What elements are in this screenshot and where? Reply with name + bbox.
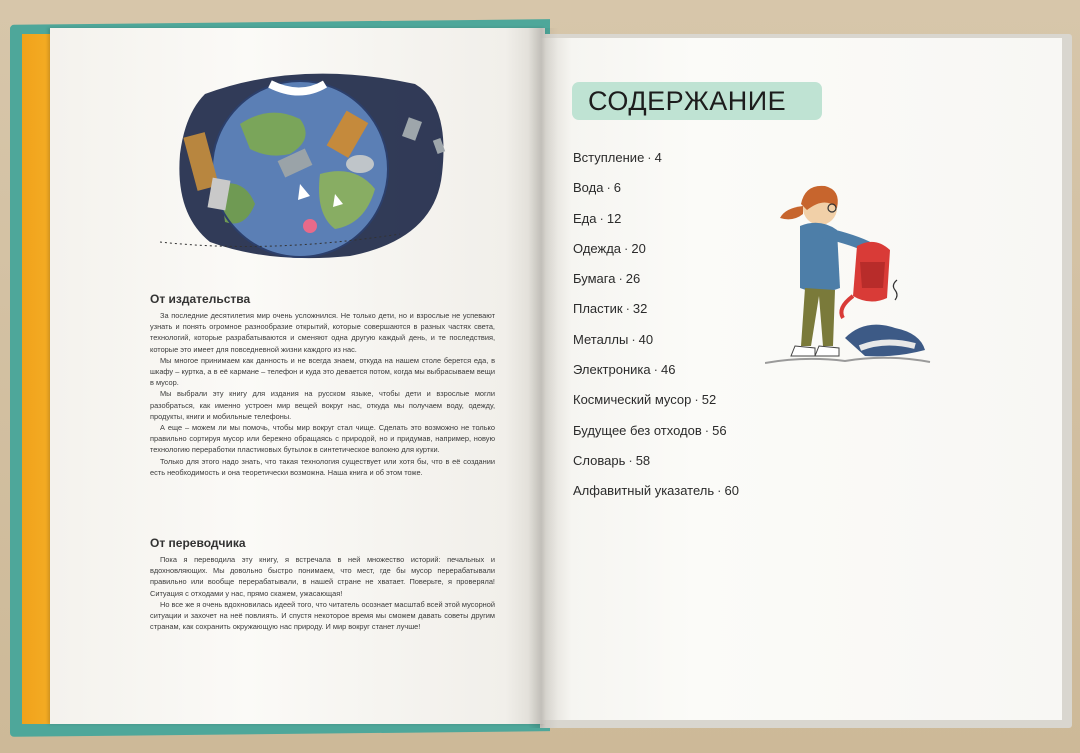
toc-separator: · — [717, 483, 722, 499]
toc-label: Космический мусор — [573, 392, 692, 408]
girl-with-backpack-illustration — [765, 178, 935, 378]
toc-separator: · — [628, 452, 633, 468]
toc-item[interactable] — [573, 360, 739, 390]
toc-label: Еда — [573, 210, 597, 226]
book-gutter-shadow — [528, 28, 558, 728]
toc-page: 46 — [660, 362, 676, 378]
toc-page: 20 — [631, 240, 646, 256]
toc-separator: · — [618, 271, 623, 287]
paragraph: Пока я переводила эту книгу, я встречала в ней множество историй: печальных и вдохновляющих. Мы довольно быстро понимаем, что мест, где бы мусор перерабатывали правильно или вообще перерабатывали, в нашей стране не хватает. Поверьте, я проверяла! Ситуация с отходами у нас, прямо скажем, ужасающая! — [150, 555, 495, 598]
toc-label: Вступление — [573, 150, 645, 165]
section-heading: От переводчика — [150, 536, 246, 550]
planet-garbage-illustration — [150, 64, 480, 264]
toc-item[interactable] — [573, 239, 739, 269]
paragraph: А еще – можем ли мы помочь, чтобы мир вокруг стал чище. Сделать это возможно не только правильно сортируя мусор или бережно обращаясь с природой, но и придумав, например, новую технологию переработки пластиковых бутылок в синтетическое волокно для куртки. — [150, 423, 495, 455]
toc-label: Металлы — [573, 331, 629, 347]
toc-separator: · — [704, 422, 710, 438]
toc-label: Электроника — [573, 362, 651, 378]
toc-page: 6 — [613, 180, 622, 196]
toc-item[interactable] — [573, 481, 739, 511]
toc-label: Словарь — [573, 452, 626, 468]
toc-item[interactable] — [573, 178, 739, 208]
toc-separator: · — [606, 180, 611, 196]
toc-page: 12 — [606, 210, 622, 226]
toc-page: 58 — [635, 452, 651, 468]
toc-label: Вода — [573, 180, 604, 196]
toc-page: 4 — [654, 150, 662, 165]
toc-item[interactable] — [573, 451, 739, 481]
toc-page: 32 — [632, 301, 648, 317]
toc-separator: · — [694, 392, 699, 408]
toc-page: 56 — [712, 422, 727, 438]
toc-item[interactable] — [573, 390, 739, 420]
toc-page: 40 — [638, 331, 654, 347]
toc-separator: · — [647, 150, 652, 165]
toc-label: Бумага — [573, 271, 616, 287]
toc-separator: · — [624, 240, 629, 256]
contents-title: СОДЕРЖАНИЕ — [572, 82, 822, 120]
toc-separator: · — [653, 362, 658, 378]
toc-label: Будущее без отходов — [573, 422, 702, 438]
toc-separator: · — [599, 210, 604, 226]
toc-item[interactable] — [573, 269, 739, 299]
toc-page: 60 — [724, 483, 739, 499]
translator-section — [150, 536, 495, 632]
toc-label: Пластик — [573, 301, 623, 317]
paragraph: Но все же я очень вдохновилась идеей того, что читатель осознает масштаб всей этой мусорной ситуации и захочет на неё повлиять. И спустя некоторое время мы сможем давать советы другим странам, как сохранить окружающую нас природу. И мир вокруг станет лучше! — [150, 599, 495, 632]
toc-item[interactable] — [573, 148, 739, 178]
toc-page: 52 — [701, 392, 717, 408]
toc-page: 26 — [625, 271, 641, 287]
toc-label: Алфавитный указатель — [573, 483, 715, 499]
toc-separator: · — [631, 331, 636, 347]
toc-item[interactable] — [573, 330, 739, 360]
paragraph: Только для этого надо знать, что такая технология существует или хотя бы, что в её создании есть необходимость и она теоретически возможна. Наша книга и об этом тоже. — [150, 456, 495, 477]
table-of-contents — [573, 148, 739, 512]
toc-label: Одежда — [573, 240, 622, 256]
paragraph: За последние десятилетия мир очень усложнился. Не только дети, но и взрослые не успевают узнать и понять огромное разнообразие открытий, которые совершаются в разных частях света, технологий, которые разрабатываются и сменяют одна другую каждый день, и те последствия, которые это имеет для повседневной жизни каждого из нас. — [150, 311, 495, 354]
paragraph: Мы выбрали эту книгу для издания на русском языке, чтобы дети и взрослые могли разобраться, как именно устроен мир вещей вокруг нас, откуда мы получаем воду, одежду, продукты, книги и мобильные телефоны. — [150, 389, 495, 421]
publisher-section — [150, 292, 495, 478]
paragraph: Мы многое принимаем как данность и не всегда знаем, откуда на нашем столе берется еда, в шкафу – куртка, а в её кармане – телефон и куда это девается потом, когда мы выбрасываем вещи в мусор. — [150, 355, 495, 388]
toc-item[interactable] — [573, 421, 739, 451]
toc-item[interactable] — [573, 209, 739, 239]
section-heading: От издательства — [150, 292, 251, 306]
toc-separator: · — [625, 301, 630, 317]
toc-item[interactable] — [573, 299, 739, 329]
